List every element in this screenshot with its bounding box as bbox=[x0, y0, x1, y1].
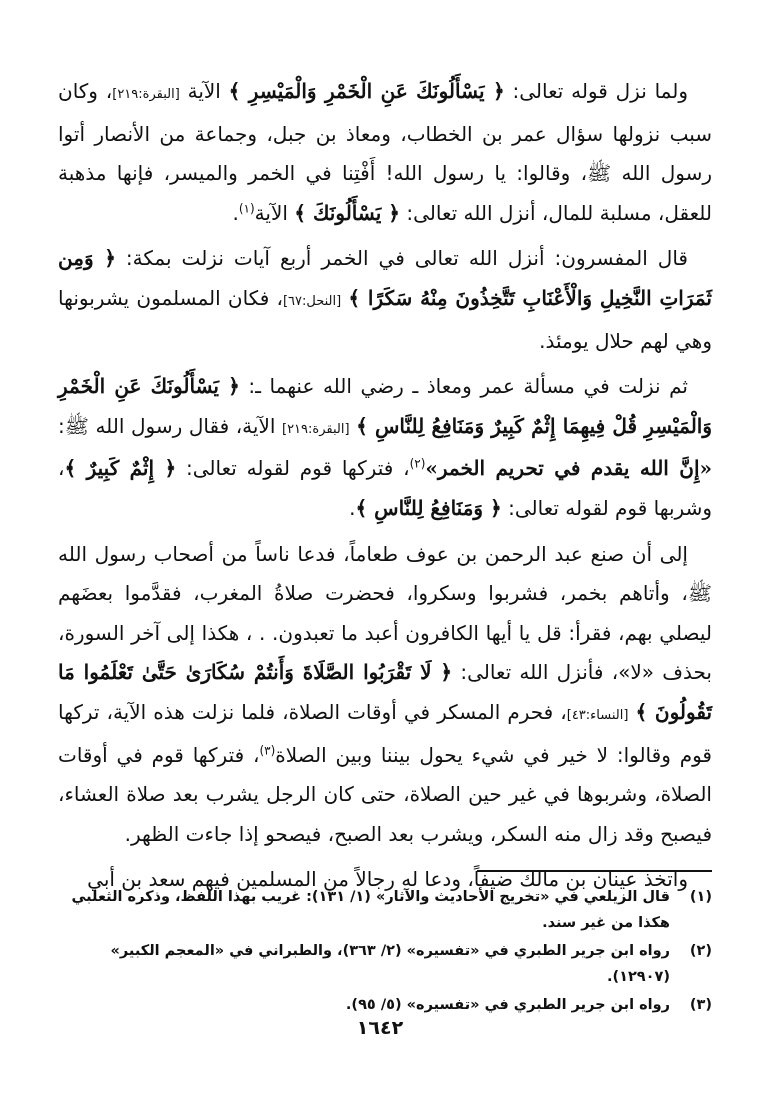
verse-reference: [البقرة:٢١٩] bbox=[112, 87, 180, 102]
body-text-run: ، فتركها قوم في أوقات الصلاة، وشربوها في غير حين الصلاة، حتى كان الرجل يشرب بعد صلاة العشاء، فيصبح وقد زال منه السكر، ويشرب بعد الصبح، فيصحو إذا جاءت الظهر. bbox=[58, 742, 712, 846]
body-text-run: واتخذ عينان بن مالك ضيفاً، ودعا له رجالاً من المسلمين فيهم سعد بن أبي bbox=[87, 867, 688, 892]
body-text-run: . bbox=[349, 495, 356, 520]
quote-text: «إِنَّ الله يقدم في تحريم الخمر» bbox=[425, 456, 712, 481]
footnote-marker: (١) bbox=[238, 201, 255, 216]
quote-text: ﴿ يَسْأَلُونَكَ عَنِ الْخَمْرِ وَالْمَيْسِرِ ﴾ bbox=[228, 79, 505, 103]
body-text-run: ، وكان سبب نزولها سؤال عمر بن الخطاب، ومعاذ بن جبل، وجماعة من الأنصار أتوا رسول الله ﷺ، وقالوا: يا رسول الله! أَفْتِنا في الخمر والميسر، فإنها مذهبة للعقل، مسلبة للمال، أنزل الله تعالى: bbox=[58, 79, 712, 225]
footnote-number: (١) bbox=[689, 889, 712, 905]
main-text bbox=[58, 72, 712, 906]
body-text-run: ، فتركها قوم لقوله تعالى: bbox=[176, 456, 410, 481]
quote-text: ﴿ وَمَنَافِعُ لِلنَّاسِ ﴾ bbox=[355, 495, 502, 520]
footnote-item bbox=[58, 938, 712, 990]
footnote-text: رواه ابن جرير الطبري في «تفسيره» (٥/ ٩٥). bbox=[345, 997, 670, 1013]
paragraph-p1 bbox=[58, 72, 712, 233]
body-text-run: ، فحرم المسكر في أوقات الصلاة، فلما نزلت هذه الآية، تركها قوم وقالوا: لا خير في شيء يحول بيننا وبين الصلاة bbox=[58, 699, 712, 767]
body-text-run: الآية، فقال رسول الله ﷺ: bbox=[58, 413, 282, 438]
body-text-run: الآية bbox=[179, 79, 229, 103]
paragraph-p2 bbox=[58, 239, 712, 361]
page-number: ١٦٤٢ bbox=[356, 1017, 404, 1039]
footnote-item bbox=[58, 884, 712, 936]
footnote-text: قال الزيلعي في «تخريج الأحاديث والآثار» (١/ ١٣١): غريب بهذا اللفظ، وذكره الثعلبي هكذا من غير سند. bbox=[71, 889, 670, 931]
verse-reference: [البقرة:٢١٩] bbox=[282, 421, 350, 437]
quote-text: ﴿ وَمِن ثَمَرَاتِ النَّخِيلِ وَالْأَعْنَابِ تَتَّخِذُونَ مِنْهُ سَكَرًا ﴾ bbox=[58, 246, 712, 310]
paragraph-p4 bbox=[58, 535, 712, 855]
quote-text: ﴿ يَسْأَلُونَكَ ﴾ bbox=[294, 200, 400, 225]
quote-text: ﴿ يَسْأَلُونَكَ عَنِ الْخَمْرِ وَالْمَيْسِرِ قُلْ فِيهِمَا إِثْمٌ كَبِيرٌ وَمَنَافِعُ لِلنَّاسِ ﴾ bbox=[58, 374, 713, 438]
footnote-number: (٣) bbox=[689, 997, 712, 1013]
footnote-text: رواه ابن جرير الطبري في «تفسيره» (٢/ ٣٦٣)، والطبراني في «المعجم الكبير» (١٢٩٠٧). bbox=[110, 943, 670, 985]
body-text-run: . bbox=[232, 200, 239, 225]
body-text-run: الآية bbox=[254, 200, 295, 225]
verse-reference: [النساء:٤٣] bbox=[566, 707, 629, 723]
body-text-run bbox=[628, 700, 635, 724]
footnote-marker: (٣) bbox=[259, 742, 276, 757]
paragraph-p3 bbox=[58, 367, 712, 528]
body-text-run: قال المفسرون: أنزل الله تعالى في الخمر أربع آيات نزلت بمكة: bbox=[115, 246, 688, 271]
footnote-marker: (٢) bbox=[409, 456, 426, 471]
footnote-item bbox=[58, 992, 712, 1018]
footnote-number: (٢) bbox=[689, 943, 712, 959]
body-text-run: ، وشربها قوم لقوله تعالى: bbox=[58, 456, 712, 520]
body-text-run: ثم نزلت في مسألة عمر ومعاذ ـ رضي الله عنهما ـ: bbox=[239, 374, 688, 399]
quote-text: ﴿ لَا تَقْرَبُوا الصَّلَاةَ وَأَنتُمْ سُكَارَىٰ حَتَّىٰ تَعْلَمُوا مَا تَقُولُونَ ﴾ bbox=[58, 660, 713, 724]
body-text-run: ، فكان المسلمون يشربونها وهي لهم حلال يومئذ. bbox=[58, 285, 712, 353]
verse-reference: [النحل:٦٧] bbox=[282, 293, 342, 309]
quote-text: ﴿ إِثْمٌ كَبِيرٌ ﴾ bbox=[64, 456, 177, 481]
body-text-run: إلى أن صنع عبد الرحمن بن عوف طعاماً، فدعا ناساً من أصحاب رسول الله ﷺ، وأتاهم بخمر، فشربوا وسكروا، فحضرت صلاةُ المغرب، فقدَّموا بعضَهم ليصلي بهم، فقرأ: قل يا أيها الكافرون أعبد ما تعبدون. . ، هكذا إلى آخر السورة، بحذف «لا»، فأنزل الله تعالى: bbox=[58, 541, 713, 685]
footnote-separator bbox=[477, 870, 712, 872]
body-text-run: ولما نزل قوله تعالى: bbox=[504, 79, 688, 103]
footnotes bbox=[58, 884, 712, 1020]
